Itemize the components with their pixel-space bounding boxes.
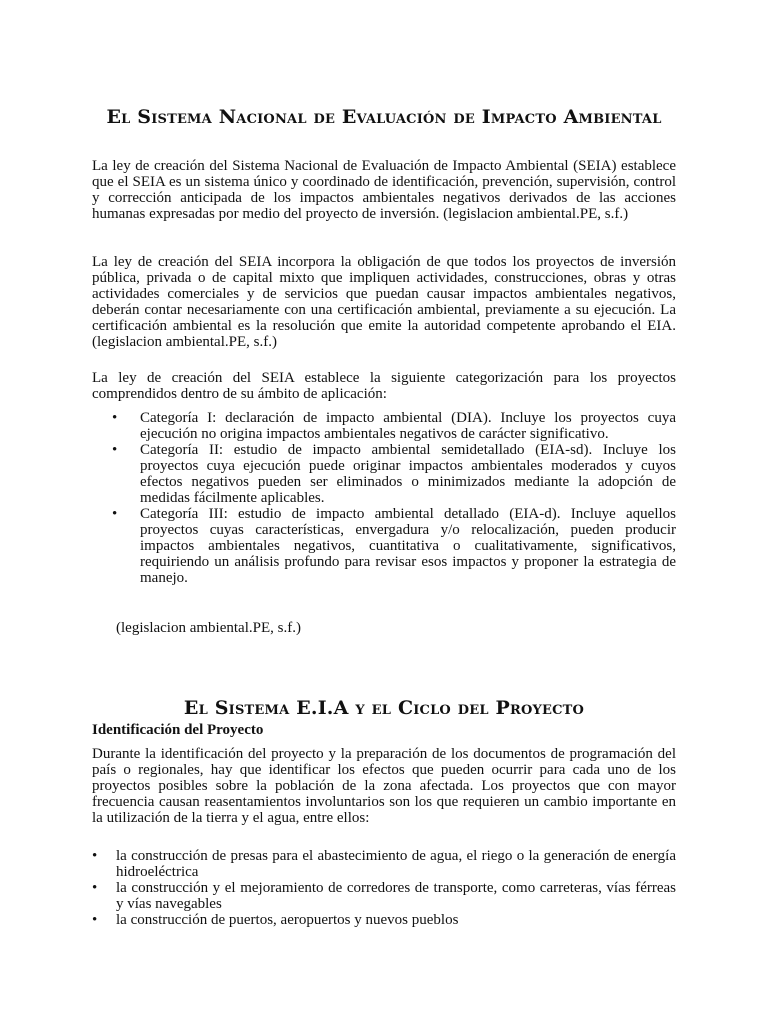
list-item xyxy=(92,506,676,586)
list-item xyxy=(92,848,676,880)
bullet-icon: • xyxy=(92,880,98,896)
project-types-list xyxy=(92,848,676,928)
paragraph-seia-definition: La ley de creación del Sistema Nacional de Evaluación de Impacto Ambiental (SEIA) establece que el SEIA es un sistema único y coordinado de identificación, prevención, supervisión, control y corrección anticipada de los impactos ambientales negativos derivados de las acciones humanas expresadas por medio del proyecto de inversión. (legislacion ambiental.PE, s.f.) xyxy=(92,158,676,222)
category-text: Categoría III: estudio de impacto ambiental detallado (EIA-d). Incluye aquellos proyectos cuyas características, envergadura y/o relocalización, pueden producir impactos ambientales negativos, cuantitativa o cualitativamente, significativos, requiriendo un análisis profundo para revisar esos impactos y proponer la estrategia de manejo. xyxy=(140,506,676,586)
section-title-seia: El Sistema Nacional de Evaluación de Impacto Ambiental xyxy=(106,105,662,128)
category-list xyxy=(92,410,676,586)
bullet-icon: • xyxy=(92,912,98,928)
list-item xyxy=(92,442,676,506)
paragraph-seia-categorization: La ley de creación del SEIA establece la siguiente categorización para los proyectos comprendidos dentro de su ámbito de aplicación: xyxy=(92,370,676,402)
section-title-eia-cycle: El Sistema E.I.A y el Ciclo del Proyecto xyxy=(183,696,585,719)
list-item xyxy=(92,410,676,442)
list-item xyxy=(92,880,676,912)
paragraph-identification: Durante la identificación del proyecto y la preparación de los documentos de programación del país o regionales, hay que identificar los efectos que pueden ocurrir para cada uno de los proyectos posibles sobre la población de la zona afectada. Los proyectos que con mayor frecuencia causan reasentamientos involuntarios son los que requieren un cambio importante en la utilización de la tierra y el agua, entre ellos: xyxy=(92,746,676,826)
list-item xyxy=(92,912,676,928)
category-text: Categoría II: estudio de impacto ambiental semidetallado (EIA-sd). Incluye los proyectos cuya ejecución puede originar impactos ambientales moderados y cuyos efectos negativos pueden ser eliminados o minimizados mediante la adopción de medidas fácilmente aplicables. xyxy=(140,442,676,506)
citation: (legislacion ambiental.PE, s.f.) xyxy=(116,620,301,636)
bullet-icon: • xyxy=(92,848,98,864)
project-type-text: la construcción de presas para el abastecimiento de agua, el riego o la generación de energía hidroeléctrica xyxy=(116,848,676,880)
subheading-identification: Identificación del Proyecto xyxy=(92,722,264,738)
project-type-text: la construcción de puertos, aeropuertos y nuevos pueblos xyxy=(116,912,459,928)
category-text: Categoría I: declaración de impacto ambiental (DIA). Incluye los proyectos cuya ejecución no origina impactos ambientales negativos de carácter significativo. xyxy=(140,410,676,442)
bullet-icon: • xyxy=(112,506,118,522)
bullet-icon: • xyxy=(112,442,118,458)
paragraph-seia-certification: La ley de creación del SEIA incorpora la obligación de que todos los proyectos de inversión pública, privada o de capital mixto que impliquen actividades, construcciones, obras y otras actividades comerciales y de servicios que puedan causar impactos ambientales negativos, deberán contar necesariamente con una certificación ambiental, previamente a su ejecución. La certificación ambiental es la resolución que emite la autoridad competente aprobando el EIA. (legislacion ambiental.PE, s.f.) xyxy=(92,254,676,350)
bullet-icon: • xyxy=(112,410,118,426)
project-type-text: la construcción y el mejoramiento de corredores de transporte, como carreteras, vías férreas y vías navegables xyxy=(116,880,676,912)
